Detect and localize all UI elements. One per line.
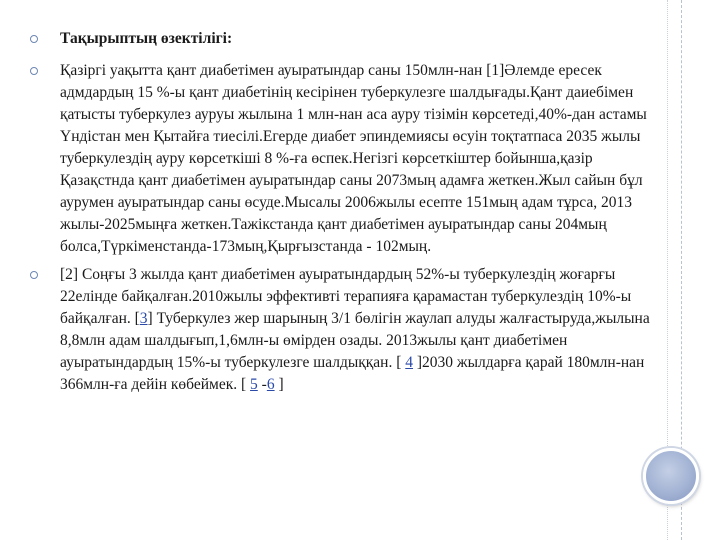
paragraph-text-part3: ]2030 жылдарға қарай 180млн-нан 366млн-ға дейін көбеймек. [ — [60, 354, 645, 393]
slide-heading: Тақырыптың өзектілігі: — [60, 30, 233, 47]
bullet-item-paragraph2 — [30, 264, 656, 396]
bullet-icon — [30, 35, 38, 43]
paragraph-text-end: ] — [274, 376, 284, 393]
paragraph-text-part1: [2] Соңғы 3 жылда қант диабетімен ауыратындардың 52%-ы туберкулездің жоғарғы 22елінде байқалған.2010жылы эффективті терапияға қарамастан туберкулездің 10%-ы байқалған. [ — [60, 266, 632, 327]
reference-link-3[interactable]: 3 — [139, 310, 148, 327]
slide-content — [30, 28, 656, 396]
bullet-icon — [30, 67, 38, 75]
bullet-item-heading — [30, 28, 656, 50]
bullet-icon — [30, 271, 38, 279]
bullet-item-paragraph1 — [30, 60, 656, 258]
paragraph-text: Қазіргі уақытта қант диабетімен ауыратындар саны 150млн-нан [1]Әлемде ересек адмдардың 15 %-ы қант диабетінің кесірінен туберкулезге шалдығады.Қант даиебімен қатысты туберкулез ауруы жылына 1 млн-нан аса ауру тізімін көрсетеді,40%-дан астамы Үндістан мен Қытайға тиесілі.Егерде диабет эпиндемиясы өсуін тоқтатпаса 2035 жылы туберкулездің ауру көрсеткіші 8 %-ға өспек.Негізгі көрсеткіштер бойынша,қазір Қазақстнда қант диабетімен ауыратындар саны 2073мың адамға жеткен.Жыл сайын бұл аурумен ауыратындар саны өсуде.Мысалы 2006жылы есепте 151мың адам тұрса, 2013 жылы-2025мыңға жеткен.Тажікстанда қант диабетімен ауыратындар саны 204мың болса,Түркіменстанда-173мың,Қырғызстанда - 102мың. — [60, 62, 647, 255]
reference-link-6[interactable]: 6 — [266, 376, 275, 393]
reference-link-5[interactable]: 5 — [250, 376, 258, 393]
reference-link-4[interactable]: 4 — [405, 354, 414, 371]
reference-separator: - — [257, 376, 267, 393]
decorative-circle — [643, 448, 699, 504]
paragraph-text-part2: ] Туберкулез жер шарының 3/1 бөлігін жаулап алуды жалғастыруда,жылына 8,8млн адам шалдығып,1,6млн-ы өмірден озады. 2013жылы қант диабетімен ауыратындардың 15%-ы туберкулезге шалдыққан. [ — [60, 310, 650, 371]
